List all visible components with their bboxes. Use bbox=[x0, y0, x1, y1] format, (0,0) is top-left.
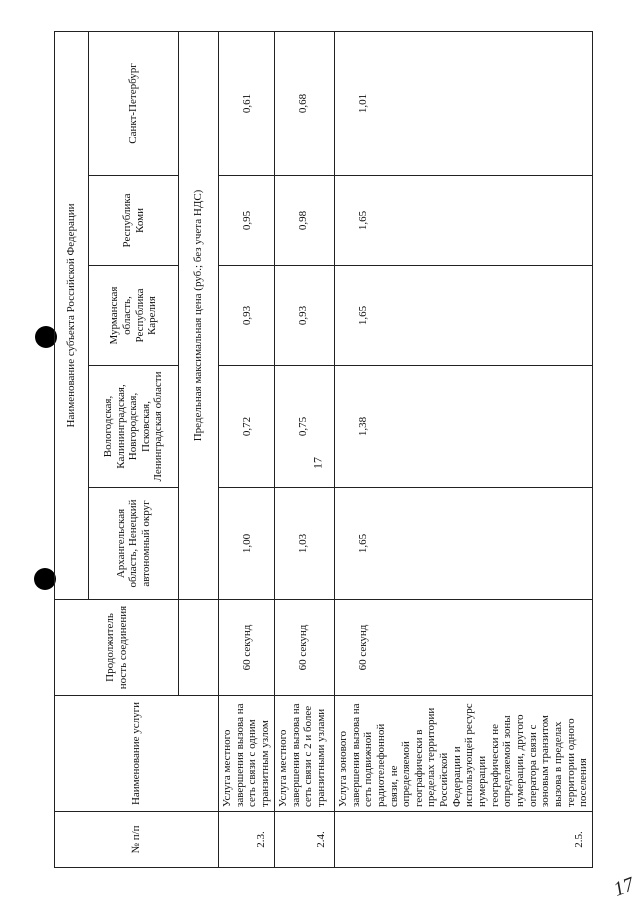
row-service: Услуга местного завершения вызова на сеть связи с 2 и более транзитными узлами bbox=[275, 696, 335, 812]
header-region-1: Архангельская область, Ненецкий автономный округ bbox=[89, 488, 179, 600]
table-row bbox=[335, 31, 593, 867]
header-region-5: Санкт-Петербург bbox=[89, 31, 179, 175]
row-duration: 60 секунд bbox=[219, 600, 275, 696]
header-service: Наименование услуги bbox=[55, 696, 219, 812]
row-service: Услуга местного завершения вызова на сеть связи с одним транзитным узлом bbox=[219, 696, 275, 812]
row-value: 0,61 bbox=[219, 31, 275, 175]
header-region-4: Республика Коми bbox=[89, 176, 179, 266]
row-value: 0,68 bbox=[275, 31, 335, 175]
row-value: 1,38 bbox=[335, 366, 593, 488]
page-number: 17 bbox=[310, 457, 325, 469]
row-value: 0,75 bbox=[275, 366, 335, 488]
header-subject-group: Наименование субъекта Российской Федерации bbox=[55, 31, 89, 599]
row-duration: 60 секунд bbox=[275, 600, 335, 696]
row-value: 1,65 bbox=[335, 488, 593, 600]
row-duration: 60 секунд bbox=[335, 600, 593, 696]
row-value: 1,00 bbox=[219, 488, 275, 600]
row-num: 2.3. bbox=[219, 812, 275, 868]
row-value: 0,95 bbox=[219, 176, 275, 266]
punch-hole-top bbox=[34, 568, 56, 590]
row-value: 0,72 bbox=[219, 366, 275, 488]
row-value: 1,65 bbox=[335, 266, 593, 366]
row-value: 0,98 bbox=[275, 176, 335, 266]
rotated-table-container bbox=[54, 32, 590, 868]
row-num: 2.5. bbox=[335, 812, 593, 868]
row-value: 1,01 bbox=[335, 31, 593, 175]
row-num: 2.4. bbox=[275, 812, 335, 868]
row-value: 1,65 bbox=[335, 176, 593, 266]
row-value: 1,03 bbox=[275, 488, 335, 600]
header-region-3: Мурманская область, Республика Карелия bbox=[89, 266, 179, 366]
row-value: 0,93 bbox=[219, 266, 275, 366]
price-table bbox=[54, 31, 593, 868]
header-duration-blank bbox=[179, 600, 219, 696]
header-num: № п/п bbox=[55, 812, 219, 868]
row-service: Услуга зонового завершения вызова на сеть подвижной радиотелефонной связи, не определяемой географически в пределах территории Российской Федерации и использующей ресурс нумерации географически не определяемой зоны нумерации, другого оператора связи с зоновым транзитом вызова в пределах территории одного поселения bbox=[335, 696, 593, 812]
header-region-2: Вологодская, Калининградская, Новгородская, Псковская, Ленинградская области bbox=[89, 366, 179, 488]
table-row bbox=[219, 31, 275, 867]
header-duration: Продолжитель ность соединения bbox=[55, 600, 179, 696]
handwritten-page-mark: 17 bbox=[610, 873, 637, 901]
header-price-caption: Предельная максимальная цена (руб.; без учета НДС) bbox=[179, 31, 219, 599]
row-value: 0,93 bbox=[275, 266, 335, 366]
table-row bbox=[275, 31, 335, 867]
